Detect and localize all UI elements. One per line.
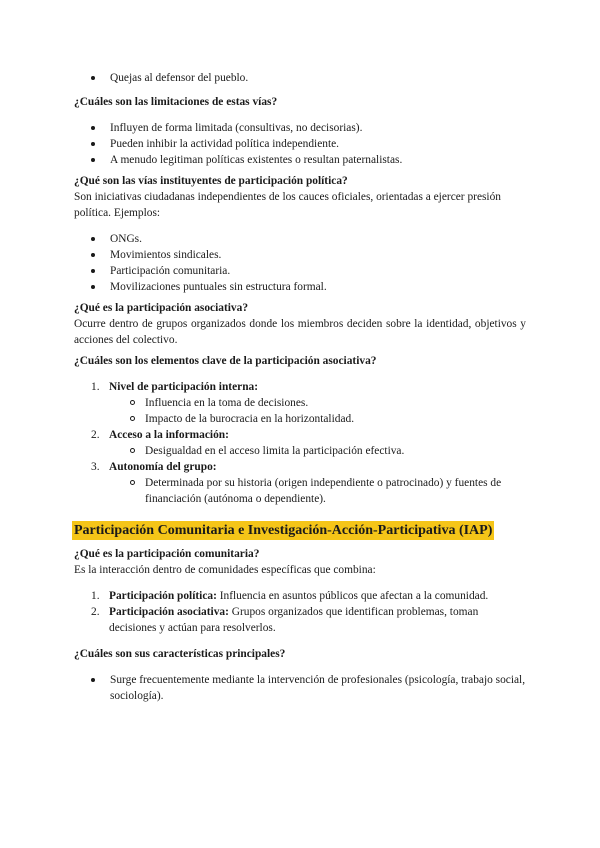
item-title: Nivel de participación interna: bbox=[109, 381, 259, 393]
asociativa-text: Ocurre dentro de grupos organizados donde los miembros deciden sobre la identidad, objetivos y acciones del colectivo. bbox=[74, 318, 526, 346]
item-title: Acceso a la información: bbox=[109, 429, 229, 441]
item-number: 2. bbox=[91, 429, 100, 441]
instituyentes-text: Son iniciativas ciudadanas independientes de los cauces oficiales, orientadas a ejercer presión política. Ejemplos: bbox=[74, 191, 501, 219]
list-item: Pueden inhibir la actividad política independiente. bbox=[74, 136, 526, 152]
question-caracteristicas: ¿Cuáles son sus características principales? bbox=[74, 648, 286, 660]
sub-item: Influencia en la toma de decisiones. bbox=[109, 395, 526, 411]
top-bullet-list bbox=[74, 70, 526, 86]
sub-list bbox=[109, 395, 526, 427]
list-item: Movimientos sindicales. bbox=[74, 247, 526, 263]
question-asociativa: ¿Qué es la participación asociativa? bbox=[74, 302, 249, 314]
item-number: 3. bbox=[91, 461, 100, 473]
limitations-list bbox=[74, 120, 526, 168]
instituyentes-list bbox=[74, 231, 526, 295]
question-instituyentes: ¿Qué son las vías instituyentes de participación política? bbox=[74, 175, 348, 187]
list-item: Participación comunitaria. bbox=[74, 263, 526, 279]
list-item: Influyen de forma limitada (consultivas, no decisorias). bbox=[74, 120, 526, 136]
comunitaria-list bbox=[74, 588, 526, 636]
item-number: 1. bbox=[91, 590, 100, 602]
item-number: 2. bbox=[91, 606, 100, 618]
numbered-item bbox=[74, 459, 526, 507]
comunitaria-text: Es la interacción dentro de comunidades específicas que combina: bbox=[74, 564, 376, 576]
list-item: Quejas al defensor del pueblo. bbox=[74, 70, 526, 86]
list-item: Movilizaciones puntuales sin estructura formal. bbox=[74, 279, 526, 295]
list-item: Surge frecuentemente mediante la intervención de profesionales (psicología, trabajo social, sociología). bbox=[74, 672, 526, 704]
sub-list bbox=[109, 475, 526, 507]
numbered-item bbox=[74, 604, 526, 636]
item-text: Grupos organizados que identifican problemas, toman decisiones y actúan para resolverlos. bbox=[109, 606, 479, 634]
item-title: Participación política: bbox=[109, 590, 217, 602]
numbered-item bbox=[74, 588, 526, 604]
item-text: Influencia en asuntos públicos que afectan a la comunidad. bbox=[216, 590, 489, 602]
section-heading: Participación Comunitaria e Investigación-Acción-Participativa (IAP) bbox=[74, 523, 493, 538]
sub-item: Impacto de la burocracia en la horizontalidad. bbox=[109, 411, 526, 427]
sub-list bbox=[109, 443, 526, 459]
question-elementos: ¿Cuáles son los elementos clave de la participación asociativa? bbox=[74, 355, 377, 367]
item-title: Autonomía del grupo: bbox=[109, 461, 217, 473]
list-item: A menudo legitiman políticas existentes o resultan paternalistas. bbox=[74, 152, 526, 168]
sub-item: Desigualdad en el acceso limita la participación efectiva. bbox=[109, 443, 526, 459]
document-content bbox=[74, 70, 526, 704]
item-title: Participación asociativa: bbox=[109, 606, 229, 618]
item-number: 1. bbox=[91, 381, 100, 393]
numbered-item bbox=[74, 379, 526, 427]
list-item: ONGs. bbox=[74, 231, 526, 247]
numbered-item bbox=[74, 427, 526, 459]
question-comunitaria: ¿Qué es la participación comunitaria? bbox=[74, 548, 260, 560]
caracteristicas-list bbox=[74, 672, 526, 704]
sub-item: Determinada por su historia (origen independiente o patrocinado) y fuentes de financiación (autónoma o dependiente). bbox=[109, 475, 526, 507]
question-limitations: ¿Cuáles son las limitaciones de estas vías? bbox=[74, 96, 278, 108]
elementos-list bbox=[74, 379, 526, 507]
